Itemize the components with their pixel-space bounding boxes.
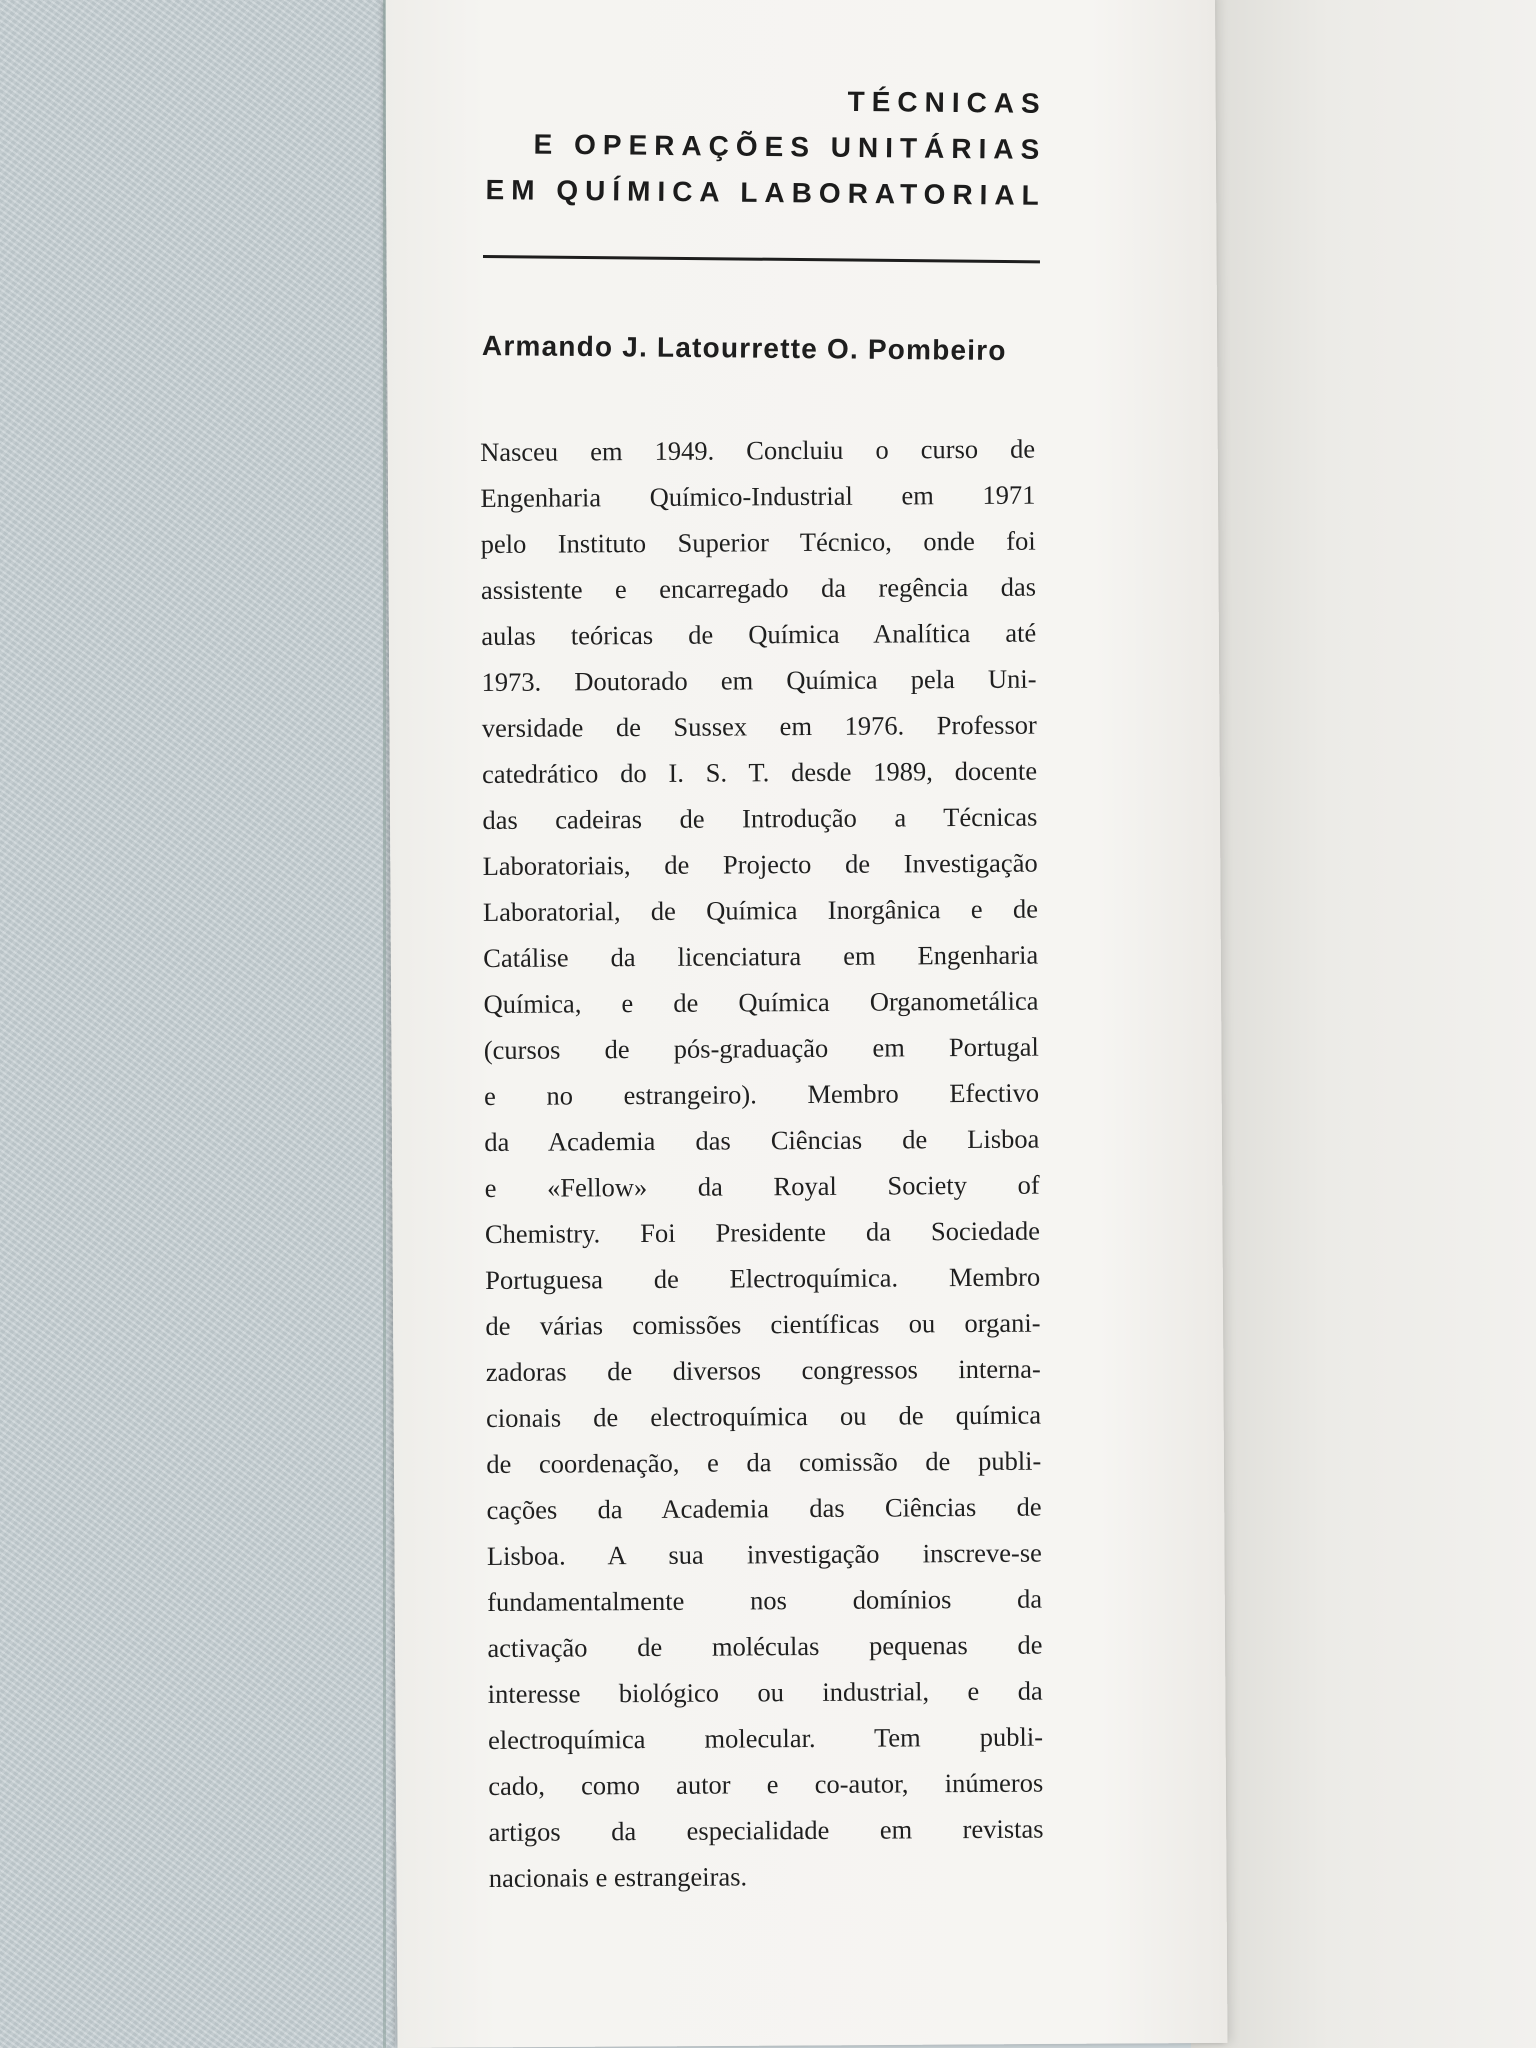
bio-line: Portuguesa de Electroquímica. Membro (485, 1261, 1041, 1295)
bio-line: Catálise da licenciatura em Engenharia (483, 939, 1039, 973)
bio-line: e no estrangeiro). Membro Efectivo (483, 1077, 1040, 1111)
fabric-background (0, 0, 395, 2048)
bio-line: Química, e de Química Organometálica (483, 985, 1039, 1019)
bio-line: e «Fellow» da Royal Society of (484, 1169, 1040, 1203)
bio-line: de coordenação, e da comissão de publi- (486, 1445, 1042, 1479)
bio-line: (cursos de pós-graduação em Portugal (483, 1031, 1039, 1065)
bio-line: assistente e encarregado da regência das (480, 571, 1037, 605)
bio-line: zadoras de diversos congressos interna- (485, 1353, 1041, 1387)
bio-line: interesse biológico ou industrial, e da (487, 1675, 1043, 1709)
bio-line: Nasceu em 1949. Concluiu o curso de (480, 433, 1036, 467)
flap-edge (383, 0, 386, 2048)
bio-line: activação de moléculas pequenas de (487, 1629, 1043, 1663)
bio-line: de várias comissões científicas ou organi- (485, 1307, 1041, 1341)
bio-line: aulas teóricas de Química Analítica até (481, 617, 1037, 651)
bio-line: fundamentalmente nos domínios da (487, 1583, 1043, 1617)
bio-line: 1973. Doutorado em Química pela Uni- (481, 663, 1037, 697)
bio-line: versidade de Sussex em 1976. Professor (481, 709, 1037, 743)
bio-line: artigos da especialidade em revistas (488, 1813, 1044, 1847)
book-title (485, 75, 1047, 219)
bio-line: Laboratorial, de Química Inorgânica e de (482, 893, 1039, 927)
bio-line: cações da Academia das Ciências de (486, 1491, 1042, 1525)
bio-line: cionais de electroquímica ou de química (485, 1399, 1042, 1433)
bio-line: Chemistry. Foi Presidente da Sociedade (484, 1215, 1040, 1249)
author-biography (480, 426, 1044, 1901)
author-name: Armando J. Latourrette O. Pombeiro (481, 330, 1007, 367)
bio-line: pelo Instituto Superior Técnico, onde foi (480, 525, 1036, 559)
bio-line: Engenharia Químico-Industrial em 1971 (480, 479, 1036, 513)
bio-line: Lisboa. A sua investigação inscreve-se (486, 1537, 1042, 1571)
title-line: E OPERAÇÕES UNITÁRIAS (533, 128, 1047, 165)
title-line: TÉCNICAS (847, 85, 1047, 119)
title-line: EM QUÍMICA LABORATORIAL (485, 174, 1046, 211)
book-cover-background (1191, 0, 1536, 2048)
bio-line: Laboratoriais, de Projecto de Investigação (482, 847, 1038, 881)
bio-line: catedrático do I. S. T. desde 1989, docente (482, 755, 1038, 789)
bio-line: electroquímica molecular. Tem publi- (487, 1721, 1044, 1755)
bio-line: cado, como autor e co-autor, inúmeros (488, 1767, 1044, 1801)
bio-line: nacionais e estrangeiras. (488, 1861, 748, 1893)
bio-line: da Academia das Ciências de Lisboa (484, 1123, 1040, 1157)
bio-line: das cadeiras de Introdução a Técnicas (482, 801, 1038, 835)
